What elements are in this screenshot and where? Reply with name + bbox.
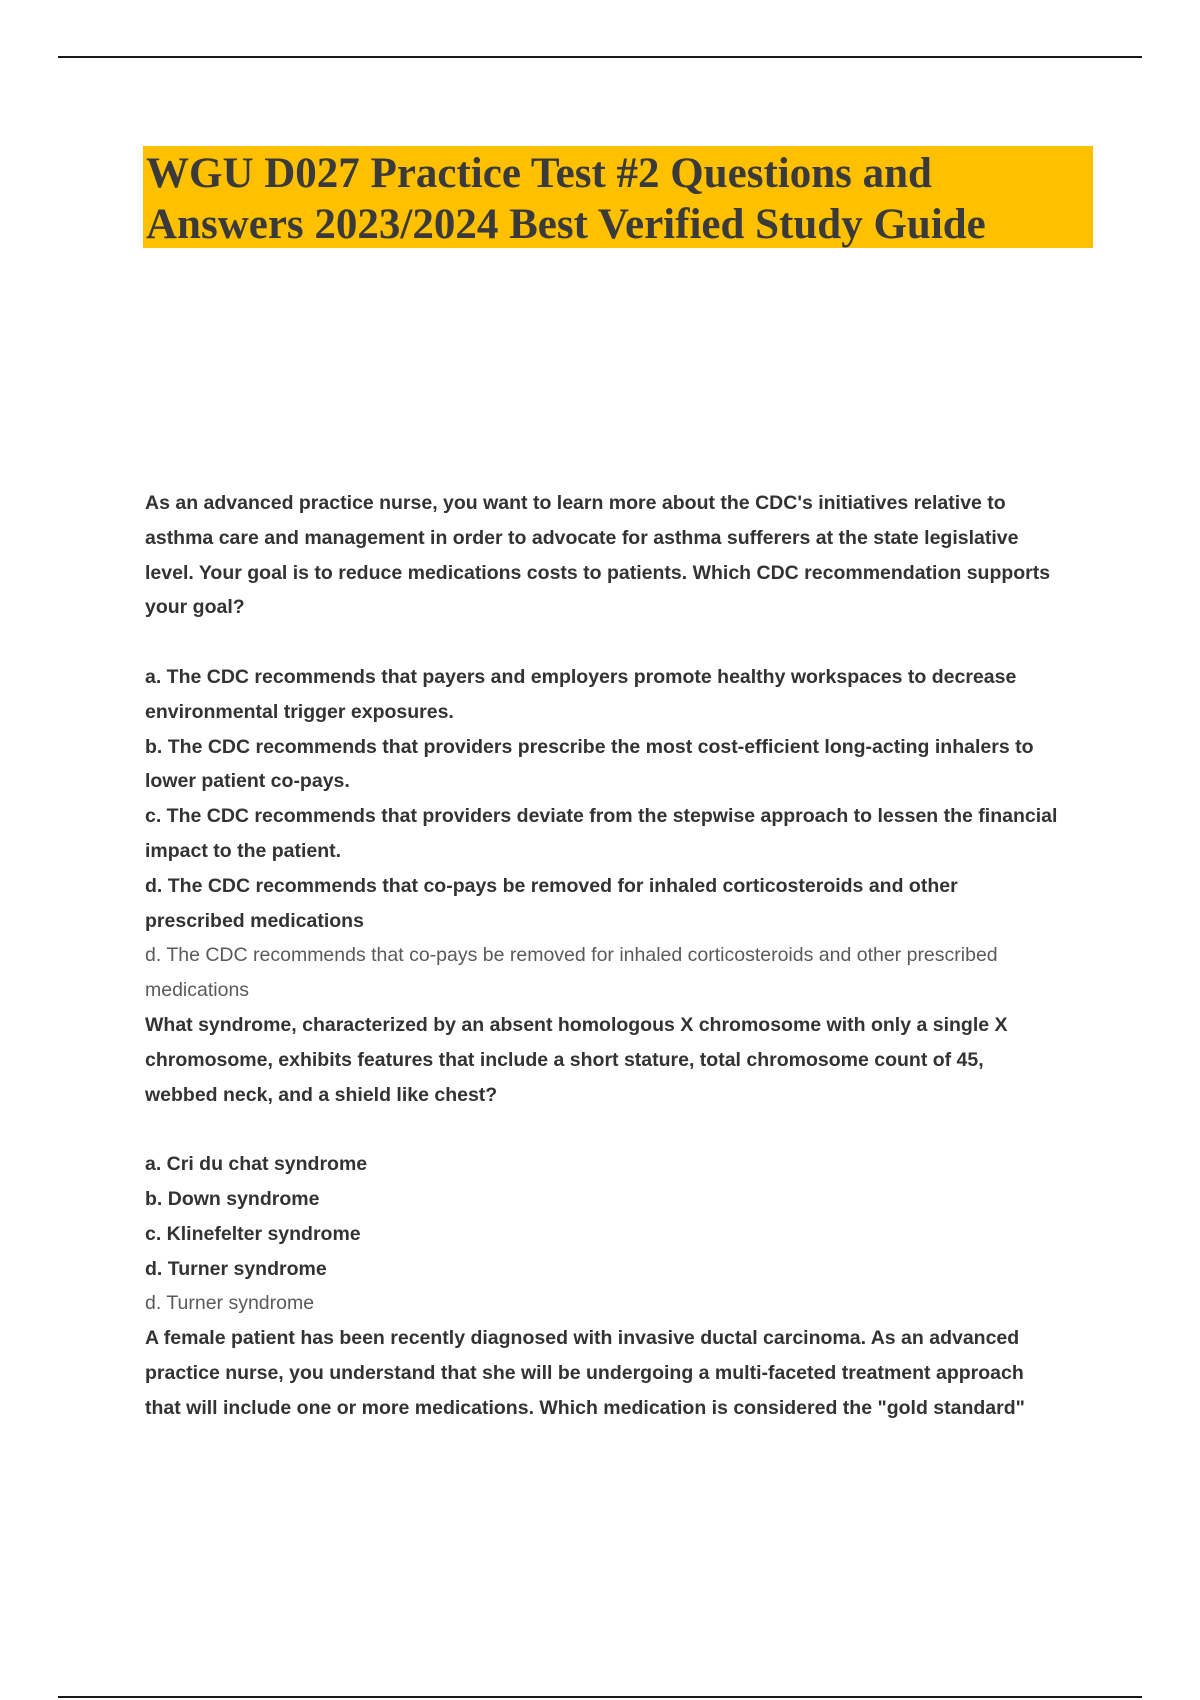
document-body — [145, 486, 1095, 1426]
question-line: level. Your goal is to reduce medications costs to patients. Which CDC recommendation supports — [145, 561, 1051, 584]
option-line: a. The CDC recommends that payers and employers promote healthy workspaces to decrease — [145, 665, 1017, 688]
answer-option — [145, 1252, 1095, 1287]
spacer — [145, 1112, 1095, 1147]
question-text — [145, 1321, 1095, 1425]
question-line: chromosome, exhibits features that include a short stature, total chromosome count of 45, — [145, 1048, 984, 1071]
question-block — [145, 486, 1095, 1008]
title-banner — [143, 146, 1093, 248]
bottom-rule — [58, 1696, 1142, 1698]
question-line: What syndrome, characterized by an absent homologous X chromosome with only a single X — [145, 1013, 1008, 1036]
option-line: lower patient co-pays. — [145, 770, 350, 793]
correct-answer — [145, 938, 1095, 1008]
answer-option — [145, 1217, 1095, 1252]
question-line: asthma care and management in order to advocate for asthma sufferers at the state legislative — [145, 526, 1019, 549]
question-block — [145, 1008, 1095, 1321]
document-title — [143, 146, 1093, 250]
answer-option — [145, 1147, 1095, 1182]
top-rule — [58, 56, 1142, 58]
option-line: impact to the patient. — [145, 839, 342, 862]
answer-option — [145, 799, 1095, 869]
answer-option — [145, 869, 1095, 939]
option-line: c. The CDC recommends that providers deviate from the stepwise approach to lessen the financial — [145, 805, 1058, 828]
answer-option — [145, 660, 1095, 730]
option-line: c. Klinefelter syndrome — [145, 1222, 361, 1245]
spacer — [145, 625, 1095, 660]
option-line: d. Turner syndrome — [145, 1257, 327, 1280]
answer-option — [145, 1182, 1095, 1217]
answer-line: d. Turner syndrome — [145, 1292, 315, 1315]
question-line: As an advanced practice nurse, you want to learn more about the CDC's initiatives relative to — [145, 492, 1006, 514]
option-line: b. Down syndrome — [145, 1187, 320, 1210]
question-line: your goal? — [145, 596, 245, 619]
question-text — [145, 486, 1095, 625]
question-line: that will include one or more medications. Which medication is considered the "gold standard" — [145, 1396, 1025, 1419]
option-line: environmental trigger exposures. — [145, 700, 454, 723]
answer-option — [145, 730, 1095, 800]
option-line: prescribed medications — [145, 909, 364, 932]
question-line: practice nurse, you understand that she will be undergoing a multi-faceted treatment approach — [145, 1361, 1024, 1384]
question-block — [145, 1321, 1095, 1425]
answer-line: d. The CDC recommends that co-pays be removed for inhaled corticosteroids and other prescribed — [145, 944, 998, 967]
question-text — [145, 1008, 1095, 1112]
correct-answer — [145, 1286, 1095, 1321]
option-line: b. The CDC recommends that providers prescribe the most cost-efficient long-acting inhalers to — [145, 735, 1034, 758]
question-line: webbed neck, and a shield like chest? — [145, 1083, 498, 1106]
option-line: d. The CDC recommends that co-pays be removed for inhaled corticosteroids and other — [145, 874, 958, 897]
question-line: A female patient has been recently diagnosed with invasive ductal carcinoma. As an advanced — [145, 1327, 1020, 1350]
title-line-1: WGU D027 Practice Test #2 Questions and — [146, 150, 932, 197]
option-line: a. Cri du chat syndrome — [145, 1153, 368, 1176]
answer-line: medications — [145, 979, 250, 1002]
title-line-2: Answers 2023/2024 Best Verified Study Guide — [146, 201, 986, 248]
